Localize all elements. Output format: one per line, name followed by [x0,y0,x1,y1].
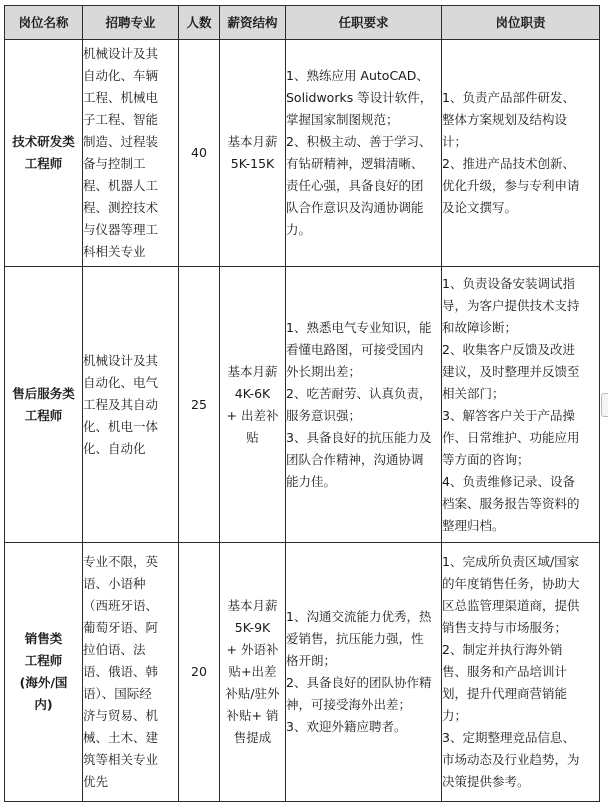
table-row [5,543,600,802]
text-line: 制造、过程装 [83,134,159,149]
text-line: 2、制定并执行海外销 [442,642,563,657]
header-duties: 岗位职责 [442,6,600,40]
major-cell [83,543,179,802]
header-position-name: 岗位名称 [5,6,83,40]
text-line: 责任心强，具备良好的团 [286,178,424,193]
text-line: 程、测控技术 [83,200,159,215]
text-line: 补贴+ 销 [226,708,279,723]
text-line: 1、负责产品部件研发、 [442,90,575,105]
text-line: 1、熟悉电气专业知识，能 [286,319,432,335]
text-line: 子工程、智能 [83,112,159,127]
text-line: 5K-9K [234,620,271,635]
text-line: 力。 [286,222,312,237]
duties-cell [442,40,600,267]
header-headcount: 人数 [179,6,220,40]
text-line: 2、具备良好的团队协作精 [286,675,432,690]
text-line: 语、小语种 [83,576,146,591]
text-line: 等方面的咨询； [442,451,530,467]
text-line: 基本月薪 [227,598,278,613]
text-line: 4K-6K [234,385,271,401]
text-line: 济与贸易、机 [83,708,159,723]
text-line: 掌握国家制图规范； [286,112,399,127]
text-line: 相关部门； [442,385,505,401]
text-line: 划，提升代理商营销能 [442,686,568,701]
text-line: 械、土木、建 [83,730,159,745]
text-line: 服务意识强； [286,407,362,423]
text-line: 补贴/驻外 [225,686,280,701]
text-line: 2、吃苦耐劳、认真负责， [286,385,432,401]
text-line: 导，为客户提供技术支持 [442,297,580,313]
salary-cell [220,267,286,543]
text-line: 自动化、电气 [83,374,159,390]
text-line: 建议，及时整理并反馈至 [442,363,580,379]
text-line: 计； [442,134,468,149]
text-line: 语、俄语、韩 [83,664,159,679]
text-line: 1、沟通交流能力优秀，热 [286,609,432,624]
text-line: 基本月薪 [227,363,278,379]
position-name-cell [5,543,83,802]
text-line: 整理归档。 [442,517,505,533]
salary-cell [220,40,286,267]
salary-cell [220,543,286,802]
text-line: 决策提供参考。 [442,774,530,789]
text-line: 3、欢迎外籍应聘者。 [286,719,407,734]
text-line: 拉伯语、法 [83,642,146,657]
requirements-cell [286,543,442,802]
side-panel-handle[interactable] [601,393,608,417]
text-line: 2、积极主动、善于学习、 [286,134,432,149]
requirements-cell [286,267,442,543]
text-line: 与仪器等理工 [83,222,159,237]
text-line: 团队合作精神，沟通协调 [286,451,424,467]
text-line: (海外/国 [19,675,68,690]
text-line: + 出差补 [226,407,279,423]
headcount-cell: 40 [179,40,220,267]
text-line: 的年度销售任务，协助大 [442,576,580,591]
text-line: 科相关专业 [83,244,146,259]
text-line: 区总监管理渠道商，提供 [442,598,580,613]
position-name-cell [5,267,83,543]
header-requirements: 任职要求 [286,6,442,40]
major-cell [83,267,179,543]
text-line: + 外语补 [226,642,279,657]
text-line: Solidworks 等设计软件， [286,90,433,105]
text-line: 有钻研精神，逻辑清晰、 [286,156,424,171]
text-line: 外长期出差； [286,363,362,379]
text-line: 力； [442,708,468,723]
text-line: 内) [34,697,53,712]
text-line: 售后服务类 [12,385,75,401]
requirements-cell [286,40,442,267]
text-line: 机械设计及其 [83,352,159,368]
text-line: 售提成 [233,730,272,745]
headcount-cell: 20 [179,543,220,802]
text-line: 看懂电路图，可接受国内 [286,341,424,357]
text-line: 市场动态及行业趋势，为 [442,752,580,767]
text-line: 语）、国际经 [83,686,152,701]
text-line: 1、完成所负责区域/国家 [442,554,580,569]
text-line: 格开朗； [286,653,337,668]
text-line: 和故障诊断； [442,319,518,335]
text-line: 专业不限，英 [83,554,159,569]
position-name-cell [5,40,83,267]
text-line: 贴 [246,429,259,445]
text-line: 工程、机械电 [83,90,159,105]
job-table [4,5,600,802]
text-line: 3、解答客户关于产品操 [442,407,575,423]
headcount-cell: 25 [179,267,220,543]
text-line: 工程师 [24,653,63,668]
text-line: 贴+出差 [228,664,277,679]
text-line: 及论文撰写。 [442,200,518,215]
text-line: 技术研发类 [12,134,75,149]
major-cell [83,40,179,267]
text-line: 化、自动化 [83,440,146,456]
text-line: 自动化、车辆 [83,68,159,83]
table-row [5,40,600,267]
text-line: 队合作意识及沟通协调能 [286,200,424,215]
text-line: 化、机电一体 [83,418,159,434]
text-line: 2、收集客户反馈及改进 [442,341,575,357]
text-line: 机械设计及其 [83,46,159,61]
text-line: 备与控制工 [83,156,146,171]
text-line: 基本月薪 [227,134,278,149]
text-line: 工程及其自动 [83,396,159,412]
text-line: 工程师 [24,407,63,423]
text-line: 优先 [83,774,109,789]
text-line: 能力佳。 [286,473,337,489]
text-line: 4、负责维修记录、设备 [442,473,575,489]
table-row [5,267,600,543]
text-line: 优化升级，参与专利申请 [442,178,580,193]
table-header-row [5,6,600,40]
text-line: 爱销售，抗压能力强，性 [286,631,424,646]
text-line: 3、具备良好的抗压能力及 [286,429,432,445]
text-line: 2、推进产品技术创新、 [442,156,575,171]
text-line: 程、机器人工 [83,178,159,193]
text-line: 1、熟练应用 AutoCAD、 [286,68,429,83]
text-line: 1、负责设备安装调试指 [442,275,575,291]
text-line: 档案、服务报告等资料的 [442,495,580,511]
text-line: 5K-15K [230,156,275,171]
text-line: 作、日常维护、功能应用 [442,429,580,445]
text-line: 售、服务和产品培训计 [442,664,568,679]
text-line: 工程师 [24,156,63,171]
text-line: （西班牙语、 [83,598,159,613]
header-salary: 薪资结构 [220,6,286,40]
text-line: 销售类 [24,631,63,646]
header-major: 招聘专业 [83,6,179,40]
text-line: 葡萄牙语、阿 [83,620,159,635]
text-line: 神，可接受海外出差； [286,697,412,712]
text-line: 3、定期整理竞品信息、 [442,730,575,745]
duties-cell [442,267,600,543]
text-line: 整体方案规划及结构设 [442,112,568,127]
duties-cell [442,543,600,802]
text-line: 销售支持与市场服务； [442,620,568,635]
text-line: 筑等相关专业 [83,752,159,767]
